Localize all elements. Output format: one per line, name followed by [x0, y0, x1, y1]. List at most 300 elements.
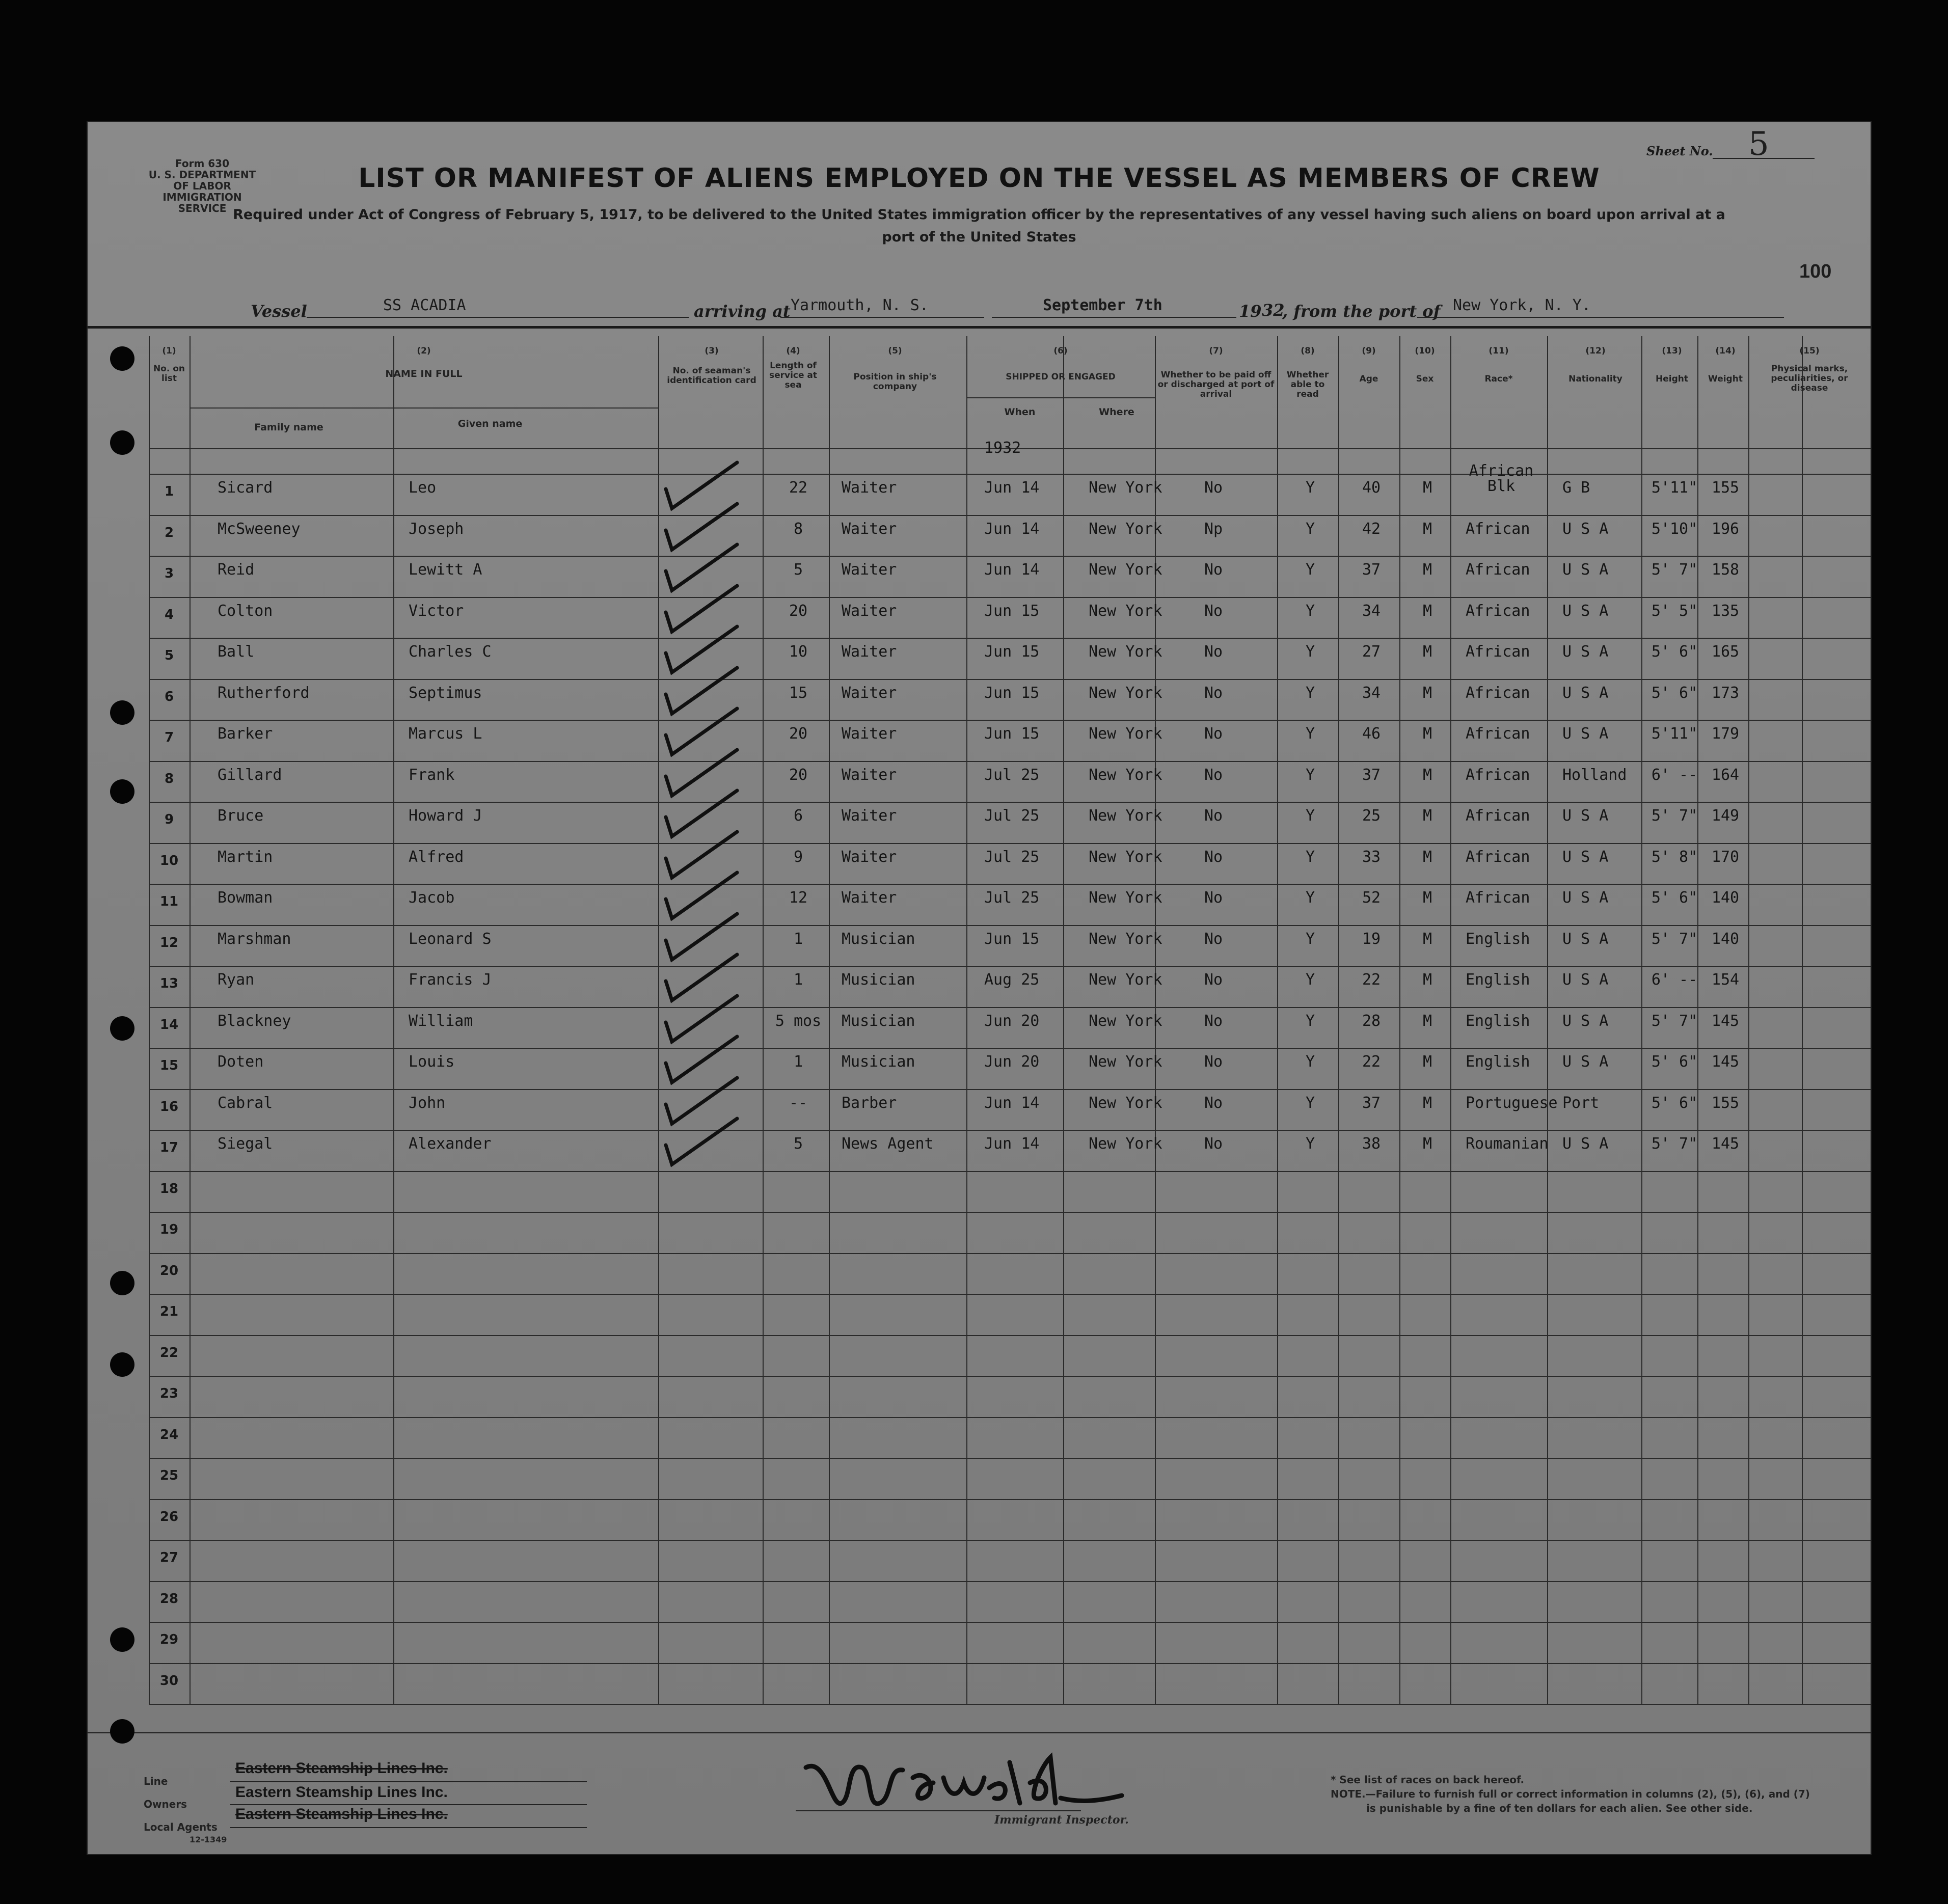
- binder-hole: [110, 346, 134, 371]
- col-12-number: (12): [1585, 346, 1606, 356]
- cell-given: Howard J: [409, 807, 482, 825]
- row-rule: [149, 720, 1871, 721]
- cell-read: Y: [1305, 889, 1315, 907]
- row-rule: [149, 1622, 1871, 1623]
- cell-position: Waiter: [842, 684, 897, 702]
- cell-when: Aug 25: [984, 971, 1040, 989]
- cell-when: Jun 15: [984, 725, 1040, 743]
- cell-where: New York: [1089, 725, 1162, 743]
- row-number: 12: [159, 935, 179, 950]
- cell-where: New York: [1089, 520, 1162, 538]
- agents-value: Eastern Steamship Lines Inc.: [235, 1806, 448, 1823]
- cell-when: Jul 25: [984, 807, 1040, 825]
- col-15-header: [1753, 346, 1865, 393]
- cell-service: 5: [793, 561, 803, 579]
- cell-given: William: [409, 1012, 473, 1030]
- cell-paid-off: No: [1204, 1012, 1223, 1030]
- footnote-penalty-1: NOTE.—Failure to furnish full or correct information in columns (2), (5), (6), and (7): [1331, 1788, 1810, 1800]
- footnotes: [1331, 1773, 1840, 1815]
- row-number: 13: [159, 976, 179, 991]
- owners-value: Eastern Steamship Lines Inc.: [235, 1784, 448, 1801]
- cell-paid-off: Np: [1204, 520, 1223, 538]
- cell-read: Y: [1305, 479, 1315, 497]
- cell-where: New York: [1089, 766, 1162, 784]
- cell-where: New York: [1089, 1012, 1162, 1030]
- row-rule: [149, 1581, 1871, 1582]
- cell-read: Y: [1305, 766, 1315, 784]
- cell-given: Marcus L: [409, 725, 482, 743]
- cell-age: 22: [1362, 971, 1381, 989]
- cell-age: 40: [1362, 479, 1381, 497]
- vessel-field: [307, 295, 689, 318]
- cell-family: Blackney: [218, 1012, 291, 1030]
- cell-when: Jun 14: [984, 479, 1040, 497]
- row-rule: [149, 843, 1871, 844]
- empty-row-number: 21: [159, 1304, 179, 1319]
- cell-service: 9: [793, 848, 803, 866]
- shipped-subheader-rule: [966, 397, 1155, 398]
- cell-weight: 155: [1711, 1094, 1740, 1112]
- cell-weight: 173: [1711, 684, 1740, 702]
- cell-service: 1: [793, 1053, 803, 1071]
- row-number: 5: [164, 648, 174, 663]
- cell-nationality: Port: [1562, 1094, 1600, 1112]
- manifest-sheet: [87, 121, 1872, 1855]
- row-rule: [149, 1663, 1871, 1664]
- col-6-header: [969, 346, 1152, 382]
- cell-weight: 179: [1711, 725, 1740, 743]
- cell-where: New York: [1089, 643, 1162, 661]
- cell-sex: M: [1422, 889, 1432, 907]
- row-rule: [149, 1130, 1871, 1131]
- cell-family: Reid: [218, 561, 255, 579]
- check-mark: [661, 1114, 752, 1171]
- cell-age: 28: [1362, 1012, 1381, 1030]
- cell-service: 5 mos: [775, 1012, 822, 1030]
- row-rule: [149, 1417, 1871, 1418]
- col-6-number: (6): [1053, 346, 1068, 356]
- cell-given: Francis J: [409, 971, 492, 989]
- line-label: Line: [144, 1775, 168, 1787]
- col-13-title: Height: [1656, 374, 1688, 384]
- cell-when: Jul 25: [984, 848, 1040, 866]
- cell-height: 5' 7": [1651, 1012, 1698, 1030]
- cell-weight: 196: [1711, 520, 1740, 538]
- cell-where: New York: [1089, 930, 1162, 948]
- col-8-header: [1280, 346, 1336, 399]
- cell-where: New York: [1089, 807, 1162, 825]
- cell-given: Louis: [409, 1053, 455, 1071]
- cell-family: Ball: [218, 643, 255, 661]
- col-11-header: [1453, 346, 1545, 384]
- cell-weight: 155: [1711, 479, 1740, 497]
- cell-age: 37: [1362, 561, 1381, 579]
- row-rule: [149, 1048, 1871, 1049]
- cell-height: 5' 7": [1651, 561, 1698, 579]
- col-10-title: Sex: [1416, 374, 1434, 384]
- cell-sex: M: [1422, 971, 1432, 989]
- cell-given: Septimus: [409, 684, 482, 702]
- binder-hole: [110, 779, 134, 804]
- cell-where: New York: [1089, 889, 1162, 907]
- cell-age: 37: [1362, 766, 1381, 784]
- line-underline: [230, 1780, 587, 1782]
- cell-weight: 149: [1711, 807, 1740, 825]
- cell-race: African: [1466, 889, 1530, 907]
- row-number: 2: [164, 525, 174, 540]
- cell-nationality: U S A: [1562, 971, 1609, 989]
- cell-race: English: [1466, 1053, 1530, 1071]
- col-14-number: (14): [1715, 346, 1736, 356]
- cell-age: 34: [1362, 602, 1381, 620]
- col-15-number: (15): [1799, 346, 1820, 356]
- date-value: September 7th: [1043, 296, 1162, 314]
- col-9-title: Age: [1359, 374, 1378, 384]
- sheet-number: 5: [1748, 125, 1769, 163]
- empty-row-number: 22: [159, 1345, 179, 1361]
- row-number: 4: [164, 607, 174, 622]
- name-subheader-rule: [190, 407, 658, 409]
- cell-age: 33: [1362, 848, 1381, 866]
- row-rule: [149, 1499, 1871, 1500]
- cell-given: Frank: [409, 766, 455, 784]
- cell-family: Rutherford: [218, 684, 310, 702]
- cell-read: Y: [1305, 725, 1315, 743]
- row-number: 17: [159, 1140, 179, 1155]
- cell-race: English: [1466, 971, 1530, 989]
- binder-hole: [110, 1352, 134, 1377]
- cell-read: Y: [1305, 930, 1315, 948]
- cell-position: Waiter: [842, 848, 897, 866]
- empty-row-number: 27: [159, 1550, 179, 1565]
- cell-position: Barber: [842, 1094, 897, 1112]
- service: IMMIGRATION SERVICE: [163, 191, 242, 214]
- cell-read: Y: [1305, 1053, 1315, 1071]
- empty-row-number: 29: [159, 1632, 179, 1647]
- cell-service: 20: [789, 766, 808, 784]
- cell-family: Siegal: [218, 1135, 273, 1153]
- cell-sex: M: [1422, 807, 1432, 825]
- agents-label: Local Agents: [144, 1821, 218, 1833]
- footer-rule: [88, 1732, 1871, 1733]
- cell-given: Lewitt A: [409, 561, 482, 579]
- cell-where: New York: [1089, 1053, 1162, 1071]
- cell-nationality: U S A: [1562, 1135, 1609, 1153]
- cell-weight: 135: [1711, 602, 1740, 620]
- form-number: Form 630: [175, 157, 229, 170]
- cell-height: 6' --: [1651, 766, 1698, 784]
- cell-nationality: U S A: [1562, 1053, 1609, 1071]
- empty-row-number: 23: [159, 1386, 179, 1401]
- cell-when: Jun 20: [984, 1053, 1040, 1071]
- cell-weight: 140: [1711, 889, 1740, 907]
- cell-age: 38: [1362, 1135, 1381, 1153]
- cell-height: 5' 7": [1651, 807, 1698, 825]
- shipped-year-note: 1932: [984, 439, 1021, 457]
- cell-read: Y: [1305, 807, 1315, 825]
- department: U. S. DEPARTMENT OF LABOR: [148, 169, 256, 192]
- col-8-title: Whether able to read: [1286, 370, 1329, 399]
- cell-age: 19: [1362, 930, 1381, 948]
- cell-age: 22: [1362, 1053, 1381, 1071]
- col-7-header: [1157, 346, 1275, 399]
- cell-weight: 145: [1711, 1012, 1740, 1030]
- cell-sex: M: [1422, 1135, 1432, 1153]
- cell-where: New York: [1089, 848, 1162, 866]
- col-5-header: [831, 346, 959, 392]
- when-header: When: [1004, 406, 1036, 418]
- cell-family: Bowman: [218, 889, 273, 907]
- col-3-title: No. of seaman's identification card: [667, 366, 756, 386]
- cell-sex: M: [1422, 602, 1432, 620]
- row-rule: [149, 474, 1871, 475]
- cell-when: Jun 15: [984, 643, 1040, 661]
- cell-read: Y: [1305, 971, 1315, 989]
- row-rule: [149, 515, 1871, 516]
- col-2-header: [190, 346, 658, 379]
- cell-position: Musician: [842, 1053, 915, 1071]
- footnote-races: * See list of races on back hereof.: [1331, 1774, 1525, 1786]
- arriving-label: arriving at: [694, 302, 791, 321]
- cell-sex: M: [1422, 725, 1432, 743]
- col-5-number: (5): [888, 346, 902, 356]
- date-field: [992, 295, 1236, 318]
- table-top-rule: [88, 326, 1871, 329]
- col-4-title: Length of service at sea: [769, 361, 818, 390]
- line-value: Eastern Steamship Lines Inc.: [235, 1760, 448, 1777]
- col-6-title: SHIPPED OR ENGAGED: [1006, 372, 1116, 382]
- cell-where: New York: [1089, 602, 1162, 620]
- cell-nationality: U S A: [1562, 520, 1609, 538]
- cell-nationality: U S A: [1562, 930, 1609, 948]
- cell-read: Y: [1305, 1094, 1315, 1112]
- cell-height: 5' 6": [1651, 684, 1698, 702]
- binder-hole: [110, 1627, 134, 1652]
- empty-row-number: 30: [159, 1673, 179, 1689]
- form-code: 12-1349: [190, 1835, 227, 1844]
- col-10-number: (10): [1415, 346, 1435, 356]
- cell-sex: M: [1422, 766, 1432, 784]
- cell-service: --: [789, 1094, 808, 1112]
- cell-read: Y: [1305, 1012, 1315, 1030]
- col-9-number: (9): [1362, 346, 1376, 356]
- cell-position: Waiter: [842, 889, 897, 907]
- col-3-number: (3): [705, 346, 719, 356]
- cell-weight: 164: [1711, 766, 1740, 784]
- cell-weight: 165: [1711, 643, 1740, 661]
- cell-position: Waiter: [842, 479, 897, 497]
- arriving-field: [780, 295, 984, 318]
- cell-family: Sicard: [218, 479, 273, 497]
- cell-service: 1: [793, 971, 803, 989]
- cell-when: Jun 15: [984, 602, 1040, 620]
- cell-height: 5' 6": [1651, 889, 1698, 907]
- row-number: 8: [164, 771, 174, 786]
- cell-family: Ryan: [218, 971, 255, 989]
- cell-nationality: U S A: [1562, 807, 1609, 825]
- row-rule: [149, 966, 1871, 967]
- inspector-label: Immigrant Inspector.: [994, 1813, 1129, 1827]
- cell-family: Marshman: [218, 930, 291, 948]
- col-2-number: (2): [417, 346, 431, 356]
- binder-hole: [110, 430, 134, 455]
- cell-race: English: [1466, 1012, 1530, 1030]
- row-number: 7: [164, 730, 174, 745]
- year-suffix: 32: [1262, 301, 1285, 320]
- row-rule: [149, 925, 1871, 926]
- cell-position: Waiter: [842, 766, 897, 784]
- cell-nationality: Holland: [1562, 766, 1627, 784]
- binder-hole: [110, 700, 134, 725]
- page-mark: 100: [1799, 261, 1832, 282]
- cell-family: Barker: [218, 725, 273, 743]
- col-13-number: (13): [1662, 346, 1682, 356]
- col-11-number: (11): [1489, 346, 1509, 356]
- col-10-header: [1402, 346, 1448, 384]
- cell-nationality: U S A: [1562, 602, 1609, 620]
- cell-sex: M: [1422, 1012, 1432, 1030]
- empty-row-number: 19: [159, 1222, 179, 1237]
- cell-given: John: [409, 1094, 446, 1112]
- cell-weight: 154: [1711, 971, 1740, 989]
- cell-family: Martin: [218, 848, 273, 866]
- cell-where: New York: [1089, 684, 1162, 702]
- col-12-header: [1550, 346, 1641, 384]
- cell-race: English: [1466, 930, 1530, 948]
- cell-race: African: [1466, 602, 1530, 620]
- arriving-value: Yarmouth, N. S.: [791, 296, 929, 314]
- cell-where: New York: [1089, 1135, 1162, 1153]
- col-11-title: Race*: [1484, 374, 1513, 384]
- sheet-number-field: [1713, 125, 1815, 163]
- cell-position: Musician: [842, 930, 915, 948]
- cell-height: 5' 7": [1651, 930, 1698, 948]
- from-label: , from the port of: [1282, 302, 1441, 321]
- footnote-penalty-2: is punishable by a fine of ten dollars for each alien. See other side.: [1366, 1802, 1753, 1814]
- cell-height: 5' 8": [1651, 848, 1698, 866]
- cell-where: New York: [1089, 561, 1162, 579]
- row-rule: [149, 1376, 1871, 1377]
- cell-race: African: [1466, 848, 1530, 866]
- cell-when: Jun 20: [984, 1012, 1040, 1030]
- form-title: LIST OR MANIFEST OF ALIENS EMPLOYED ON THE VESSEL AS MEMBERS OF CREW: [358, 163, 1600, 194]
- col-15-title: Physical marks, peculiarities, or disease: [1771, 364, 1848, 393]
- col-14-title: Weight: [1708, 374, 1743, 384]
- col-7-title: Whether to be paid off or discharged at port of arrival: [1157, 370, 1275, 399]
- binder-hole: [110, 1719, 134, 1744]
- cell-weight: 170: [1711, 848, 1740, 866]
- row-rule: [149, 638, 1871, 639]
- row-rule: [149, 597, 1871, 598]
- family-name-header: Family name: [254, 422, 323, 433]
- row-rule: [149, 802, 1871, 803]
- cell-sex: M: [1422, 848, 1432, 866]
- cell-race: African: [1466, 643, 1530, 661]
- cell-race: African: [1466, 766, 1530, 784]
- cell-given: Jacob: [409, 889, 455, 907]
- empty-row-number: 18: [159, 1181, 179, 1196]
- cell-where: New York: [1089, 971, 1162, 989]
- cell-paid-off: No: [1204, 766, 1223, 784]
- cell-service: 20: [789, 602, 808, 620]
- binder-hole: [110, 1271, 134, 1295]
- cell-height: 5'11": [1651, 725, 1698, 743]
- cell-age: 46: [1362, 725, 1381, 743]
- cell-given: Alfred: [409, 848, 464, 866]
- row-rule: [149, 1212, 1871, 1213]
- row-rule: [149, 1294, 1871, 1295]
- cell-when: Jun 14: [984, 520, 1040, 538]
- row-rule: [149, 1007, 1871, 1008]
- cell-read: Y: [1305, 1135, 1315, 1153]
- cell-read: Y: [1305, 684, 1315, 702]
- cell-given: Victor: [409, 602, 464, 620]
- cell-service: 22: [789, 479, 808, 497]
- owners-label: Owners: [144, 1798, 187, 1810]
- cell-age: 25: [1362, 807, 1381, 825]
- subtitle-line-1: Required under Act of Congress of February 5, 1917, to be delivered to the United States immigration officer by the representatives of any vessel having such aliens on board upon arrival at a: [233, 207, 1725, 223]
- cell-when: Jun 14: [984, 1135, 1040, 1153]
- col-4-number: (4): [786, 346, 800, 356]
- cell-height: 6' --: [1651, 971, 1698, 989]
- cell-sex: M: [1422, 561, 1432, 579]
- cell-service: 12: [789, 889, 808, 907]
- cell-when: Jun 14: [984, 561, 1040, 579]
- cell-race: African: [1466, 725, 1530, 743]
- cell-nationality: U S A: [1562, 643, 1609, 661]
- cell-paid-off: No: [1204, 1135, 1223, 1153]
- cell-nationality: U S A: [1562, 1012, 1609, 1030]
- row-number: 16: [159, 1099, 179, 1114]
- col-2-title: NAME IN FULL: [385, 368, 463, 379]
- cell-position: Waiter: [842, 807, 897, 825]
- row-number: 14: [159, 1017, 179, 1032]
- inspector-signature: [796, 1747, 1152, 1824]
- col-12-title: Nationality: [1568, 374, 1622, 384]
- cell-family: Bruce: [218, 807, 264, 825]
- cell-service: 6: [793, 807, 803, 825]
- cell-read: Y: [1305, 602, 1315, 620]
- col-14-header: [1702, 346, 1748, 384]
- cell-given: Joseph: [409, 520, 464, 538]
- col-4-header: [765, 346, 821, 390]
- cell-height: 5' 6": [1651, 1094, 1698, 1112]
- cell-sex: M: [1422, 643, 1432, 661]
- cell-race: African: [1466, 561, 1530, 579]
- cell-read: Y: [1305, 643, 1315, 661]
- cell-family: Gillard: [218, 766, 282, 784]
- row-rule: [149, 1253, 1871, 1254]
- row-rule: [149, 1704, 1871, 1705]
- cell-paid-off: No: [1204, 602, 1223, 620]
- row-number: 10: [159, 853, 179, 868]
- cell-weight: 140: [1711, 930, 1740, 948]
- cell-family: Cabral: [218, 1094, 273, 1112]
- vessel-label: Vessel: [251, 302, 307, 321]
- cell-given: Alexander: [409, 1135, 492, 1153]
- cell-where: New York: [1089, 479, 1162, 497]
- col-5-title: Position in ship's company: [853, 372, 937, 392]
- col-9-header: [1341, 346, 1397, 384]
- cell-height: 5'11": [1651, 479, 1698, 497]
- row-rule: [149, 1089, 1871, 1090]
- col-13-header: [1644, 346, 1700, 384]
- row-number: 9: [164, 812, 174, 827]
- empty-row-number: 26: [159, 1509, 179, 1525]
- cell-paid-off: No: [1204, 971, 1223, 989]
- cell-sex: M: [1422, 930, 1432, 948]
- cell-height: 5' 6": [1651, 643, 1698, 661]
